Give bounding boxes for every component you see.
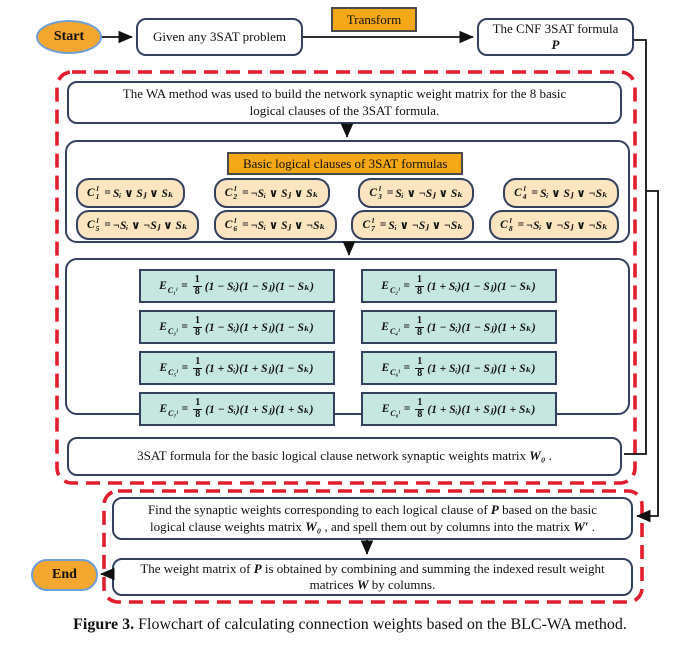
cnf-formula-text: The CNF 3SAT formula P (492, 20, 619, 52)
w0-matrix-box (67, 437, 622, 476)
clause-box-8: C l 8 = ¬Sᵢ ∨ ¬Sⱼ ∨ ¬Sₖ (489, 210, 619, 240)
end-node (31, 559, 98, 591)
clause-box-3: C l 3 = Sᵢ ∨ ¬Sⱼ ∨ Sₖ (358, 178, 474, 208)
given-problem-text: Given any 3SAT problem (153, 28, 286, 44)
w0-matrix-text: 3SAT formula for the basic logical clause network synaptic weights matrix W₀ . (137, 448, 552, 464)
clause-box-4: C l 4 = Sᵢ ∨ Sⱼ ∨ ¬Sₖ (503, 178, 619, 208)
clause-box-6: C l 6 = ¬Sᵢ ∨ Sⱼ ∨ ¬Sₖ (214, 210, 337, 240)
given-problem-box (136, 18, 303, 56)
figure-caption-text: Flowchart of calculating connection weights based on the BLC-WA method. (134, 616, 627, 633)
energy-box-1: E C₁ˡ = $\frac{1}{8}$ (1 − Sᵢ)(1 − Sⱼ)(1 − Sₖ) (139, 269, 335, 303)
connector-branch-to-find (637, 191, 658, 516)
find-weights-box (112, 497, 633, 540)
end-label: End (52, 567, 77, 582)
energy-box-6: E C₆ˡ = $\frac{1}{8}$ (1 + Sᵢ)(1 − Sⱼ)(1 + Sₖ) (361, 351, 557, 385)
transform-label (331, 7, 417, 32)
clause-box-1: C l 1 = Sᵢ ∨ Sⱼ ∨ Sₖ (76, 178, 185, 208)
energy-box-2: E C₂ˡ = $\frac{1}{8}$ (1 + Sᵢ)(1 − Sⱼ)(1 − Sₖ) (361, 269, 557, 303)
energy-group-box (65, 258, 630, 420)
energy-box-5: E C₅ˡ = $\frac{1}{8}$ (1 + Sᵢ)(1 + Sⱼ)(1 − Sₖ) (139, 351, 335, 385)
find-weights-text: Find the synaptic weights corresponding to each logical clause of P based on the basic logical clause weights matrix W₀ , and spell them out by columns into the matrix W′ . (147, 502, 598, 534)
energy-box-4: E C₄ˡ = $\frac{1}{8}$ (1 − Sᵢ)(1 − Sⱼ)(1 + Sₖ) (361, 310, 557, 344)
clauses-title-badge (227, 152, 463, 175)
figure-caption-label: Figure 3. (73, 616, 135, 633)
clause-row-1 (76, 178, 619, 208)
clause-row-2 (76, 210, 619, 240)
transform-text: Transform (346, 11, 402, 27)
energy-box-7: E C₇ˡ = $\frac{1}{8}$ (1 − Sᵢ)(1 + Sⱼ)(1 + Sₖ) (139, 392, 335, 426)
weight-matrix-text: The weight matrix of P is obtained by combining and summing the indexed result weight matrices W by columns. (140, 560, 605, 592)
clauses-title-text: Basic logical clauses of 3SAT formulas (243, 155, 448, 171)
clause-box-5: C l 5 = ¬Sᵢ ∨ ¬Sⱼ ∨ Sₖ (76, 210, 199, 240)
clause-box-7: C l 7 = Sᵢ ∨ ¬Sⱼ ∨ ¬Sₖ (351, 210, 474, 240)
wa-method-text: The WA method was used to build the network synaptic weight matrix for the 8 basic logical clauses of the 3SAT formula. (122, 86, 567, 118)
energy-grid (67, 269, 628, 426)
cnf-formula-box (477, 18, 634, 56)
start-node (36, 20, 102, 54)
energy-box-8: E C₈ˡ = $\frac{1}{8}$ (1 + Sᵢ)(1 + Sⱼ)(1 + Sₖ) (361, 392, 557, 426)
weight-matrix-box (112, 558, 633, 596)
clauses-group-box (65, 140, 630, 243)
start-label: Start (53, 29, 85, 44)
clause-box-2: C l 2 = ¬Sᵢ ∨ Sⱼ ∨ Sₖ (214, 178, 330, 208)
energy-box-3: E C₃ˡ = $\frac{1}{8}$ (1 − Sᵢ)(1 + Sⱼ)(1 − Sₖ) (139, 310, 335, 344)
wa-method-box (67, 81, 622, 124)
figure-caption (0, 616, 700, 634)
